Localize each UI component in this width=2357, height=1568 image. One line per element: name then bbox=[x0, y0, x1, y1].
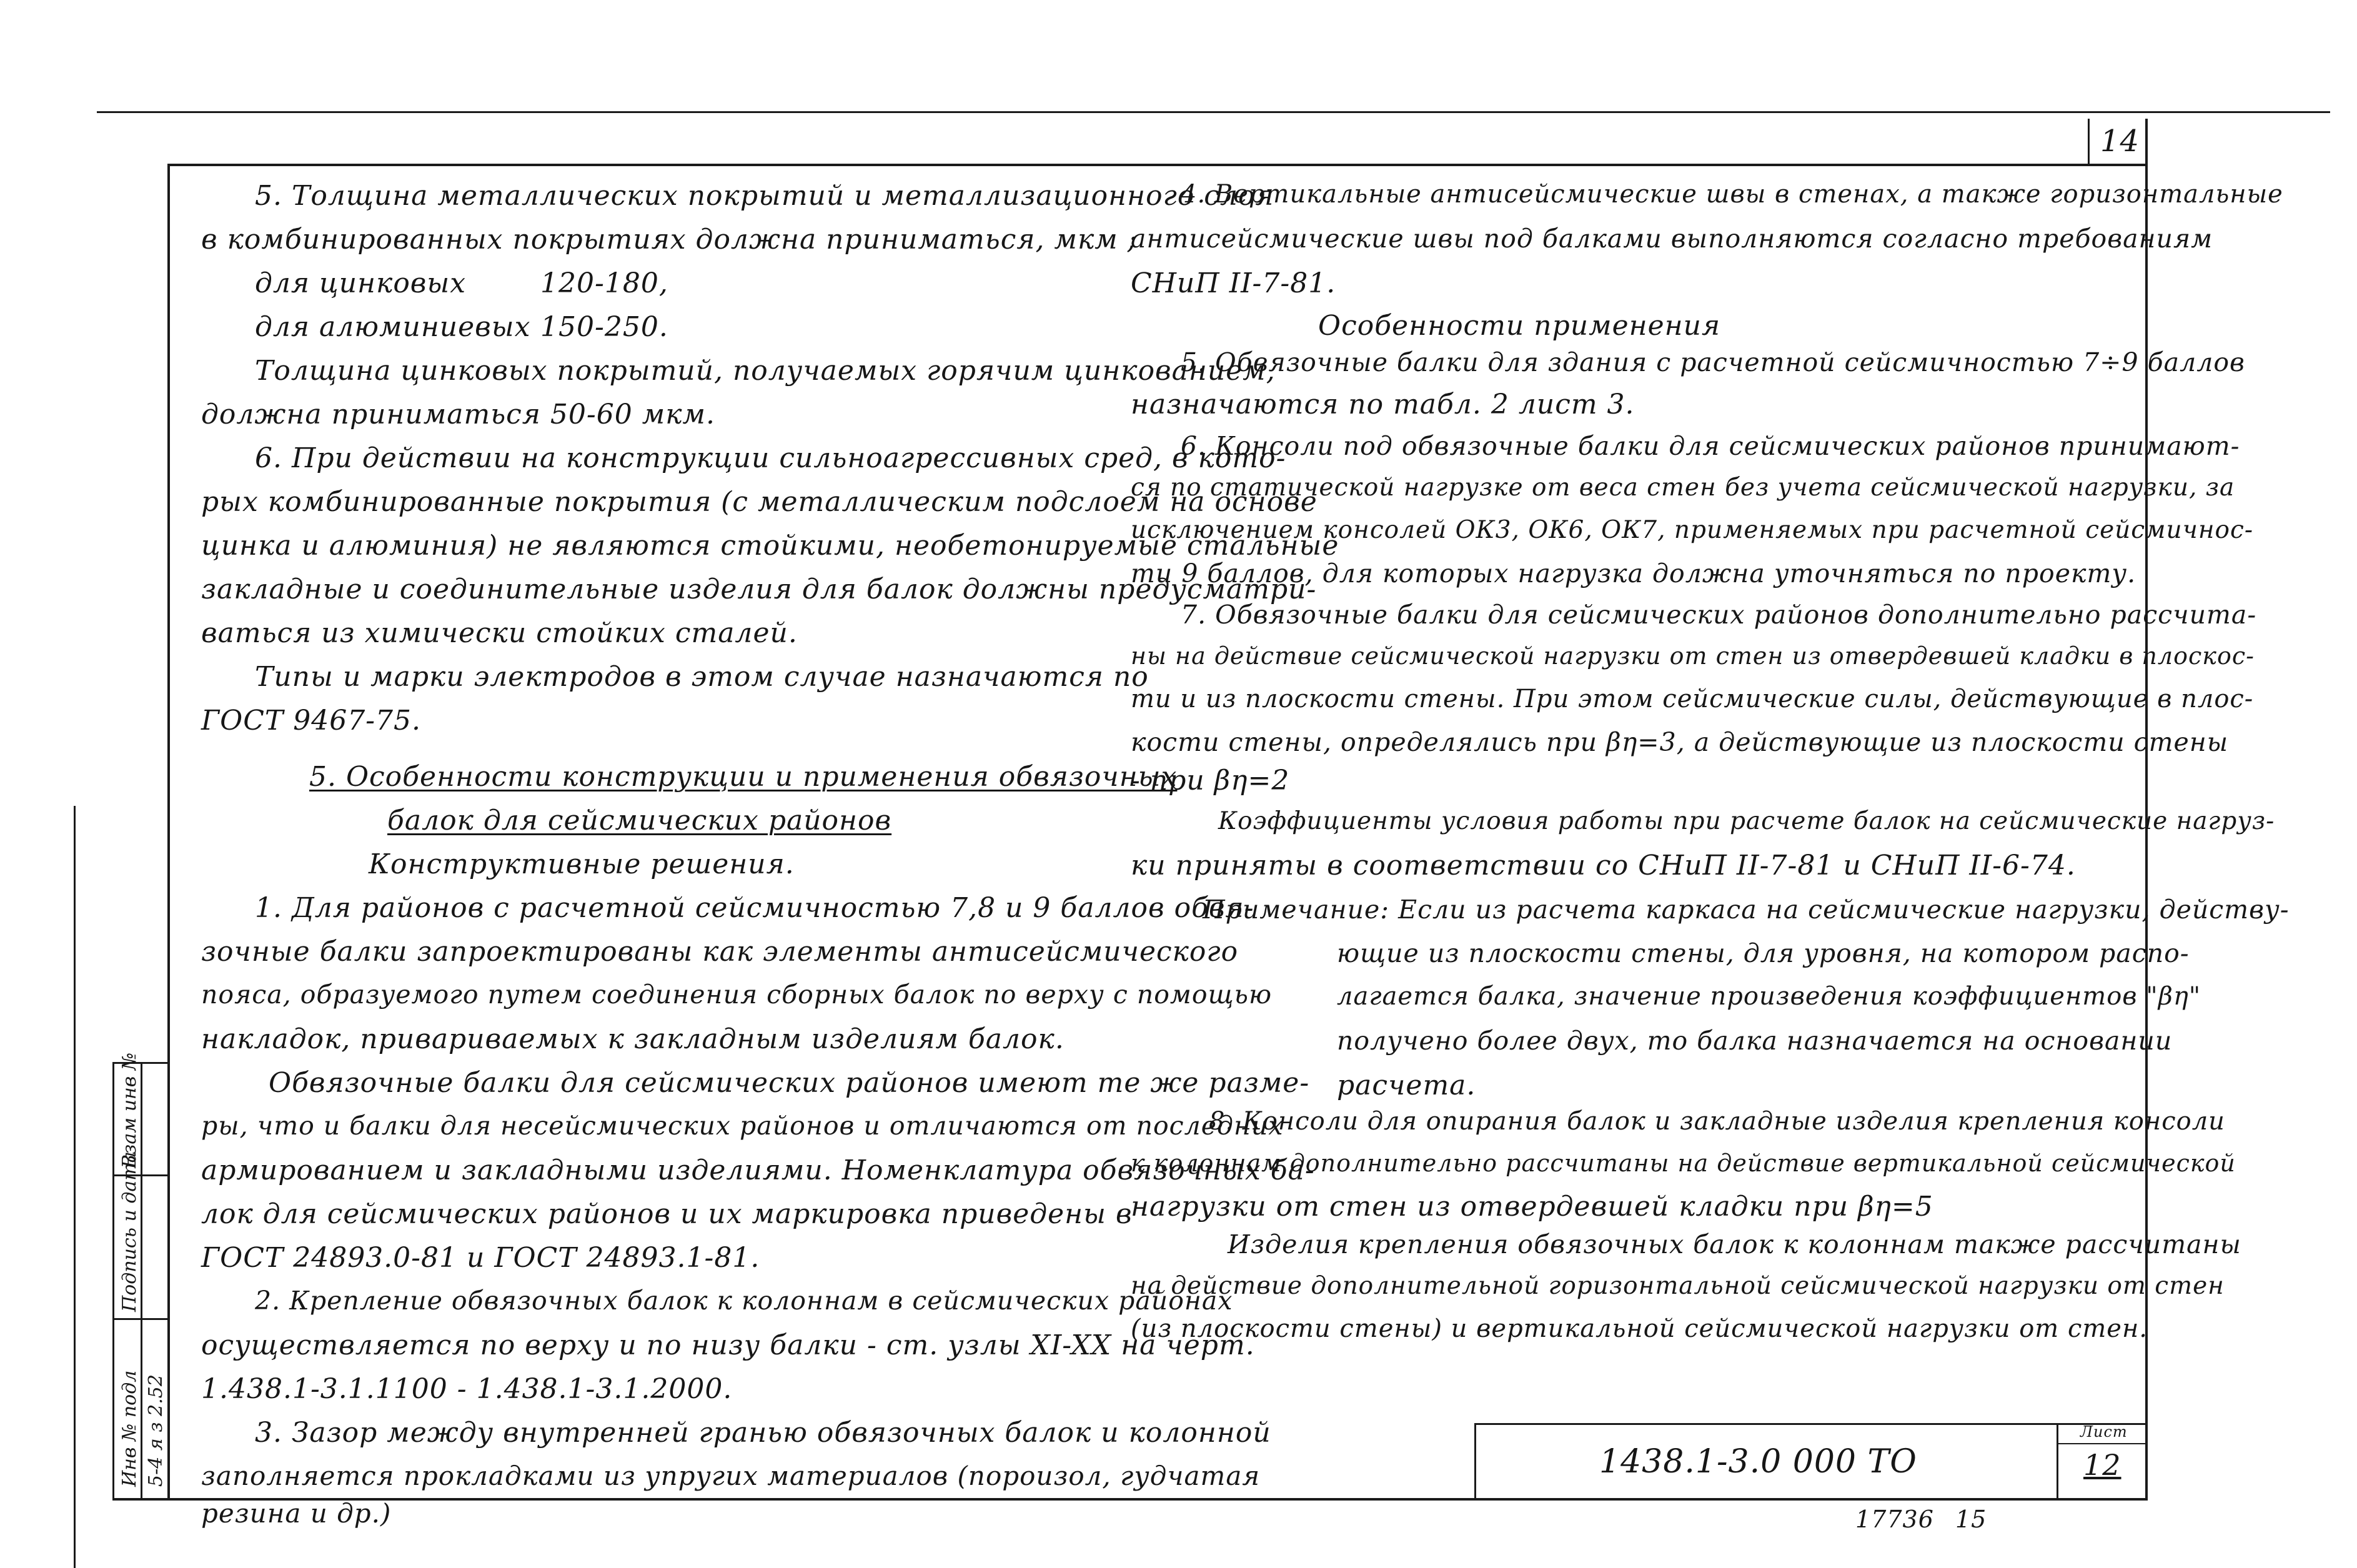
text-line: 150-250. bbox=[540, 311, 668, 343]
stamp-strip-left bbox=[112, 1062, 114, 1499]
sheet-label: Лист bbox=[2080, 1423, 2128, 1441]
text-line: СНиП II-7-81. bbox=[1131, 267, 1336, 299]
outer-left-trim bbox=[74, 806, 76, 1568]
text-line: антисейсмические швы под балками выполняются согласно требованиям bbox=[1131, 224, 2213, 254]
text-line: цинка и алюминия) не являются стойкими, необетонируемые стальные bbox=[201, 530, 1339, 562]
text-line: ГОСТ 24893.0-81 и ГОСТ 24893.1-81. bbox=[201, 1242, 760, 1274]
text-line: осуществляется по верху и по низу балки - ст. узлы XI-XX на черт. bbox=[201, 1329, 1255, 1361]
text-line: рых комбинированные покрытия (с металлическим подслоем на основе bbox=[201, 486, 1317, 518]
note-line: расчета. bbox=[1337, 1069, 1476, 1101]
text-line: 1.438.1-3.1.1100 - 1.438.1-3.1.2000. bbox=[201, 1373, 733, 1405]
text-line: 8. Консоли для опирания балок и закладные изделия крепления консоли bbox=[1209, 1107, 2225, 1136]
sheet-number: 14 bbox=[2100, 124, 2140, 159]
note-line: ющие из плоскости стены, для уровня, на котором распо- bbox=[1337, 938, 2190, 968]
text-line: 2. Крепление обвязочных балок к колоннам в сейсмических районах bbox=[255, 1286, 1233, 1316]
text-line: ны на действие сейсмической нагрузки от стен из отвердевшей кладки в плоскос- bbox=[1131, 642, 2255, 670]
text-line: ти и из плоскости стены. При этом сейсмические силы, действующие в плос- bbox=[1131, 685, 2254, 713]
text-line: - при βη=2 bbox=[1131, 765, 1290, 796]
stamp-strip-mid bbox=[141, 1062, 142, 1499]
frame-left-border bbox=[167, 164, 170, 1501]
text-line: лок для сейсмических районов и их маркировка приведены в bbox=[201, 1198, 1133, 1230]
text-line: резина и др.) bbox=[201, 1498, 392, 1529]
text-line: ти 9 баллов, для которых нагрузка должна уточняться по проекту. bbox=[1131, 558, 2136, 588]
title-block-divider bbox=[2057, 1423, 2058, 1501]
text-line: к колоннам дополнительно рассчитаны на действие вертикальной сейсмической bbox=[1131, 1149, 2236, 1177]
text-line: 3. Зазор между внутренней гранью обвязочных балок и колонной bbox=[255, 1417, 1271, 1449]
text-line: исключением консолей ОК3, ОК6, ОК7, применяемых при расчетной сейсмичнос- bbox=[1131, 516, 2254, 544]
text-line: заполняется прокладками из упругих материалов (пороизол, гудчатая bbox=[201, 1461, 1261, 1491]
text-line: 7. Обвязочные балки для сейсмических районов дополнительно рассчита- bbox=[1181, 600, 2257, 630]
text-line: на действие дополнительной горизонтальной сейсмической нагрузки от стен bbox=[1131, 1272, 2225, 1300]
text-line: ры, что и балки для несейсмических районов и отличаются от последних bbox=[201, 1111, 1284, 1141]
text-line: 5. Толщина металлических покрытий и металлизационного слоя bbox=[255, 180, 1274, 212]
text-line: 4. Вертикальные антисейсмические швы в стенах, а также горизонтальные bbox=[1181, 180, 2283, 209]
text-line: закладные и соединительные изделия для балок должны предусматри- bbox=[201, 573, 1317, 605]
page-number: 12 bbox=[2083, 1448, 2121, 1482]
text-line: накладок, привариваемых к закладным изделиям балок. bbox=[201, 1023, 1064, 1055]
text-line: в комбинированных покрытиях должна приниматься, мкм ; bbox=[201, 224, 1138, 256]
subsection-title: Особенности применения bbox=[1318, 310, 1721, 342]
note-line: лагается балка, значение произведения коэффициентов "βη" bbox=[1337, 982, 2201, 1011]
text-line: нагрузки от стен из отвердевшей кладки при βη=5 bbox=[1131, 1191, 1933, 1223]
text-line: 5. Обвязочные балки для здания с расчетной сейсмичностью 7÷9 баллов bbox=[1181, 347, 2245, 377]
text-line: ваться из химически стойких сталей. bbox=[201, 617, 798, 649]
note-line: Примечание: Если из расчета каркаса на сейсмические нагрузки, действу- bbox=[1203, 895, 2290, 925]
sheet-number-cell-left bbox=[2088, 119, 2090, 164]
stamp-cell-signature: Подпись и дата bbox=[119, 1151, 141, 1312]
text-line: пояса, образуемого путем соединения сборных балок по верху с помощью bbox=[201, 980, 1273, 1010]
archive-page: 15 bbox=[1955, 1506, 1987, 1533]
stamp-cell-replacement: Взам инв № bbox=[119, 1052, 141, 1168]
title-block-left bbox=[1474, 1423, 1476, 1501]
top-trim-line bbox=[97, 111, 2330, 113]
title-block-sheet-divider bbox=[2057, 1443, 2148, 1444]
text-line: назначаются по табл. 2 лист 3. bbox=[1131, 389, 1635, 420]
subsection-title: Конструктивные решения. bbox=[369, 848, 795, 880]
text-line: ки приняты в соответствии со СНиП II-7-81 и СНиП II-6-74. bbox=[1131, 850, 2076, 881]
text-line: Коэффициенты условия работы при расчете балок на сейсмические нагруз- bbox=[1218, 807, 2275, 835]
text-line: должна приниматься 50-60 мкм. bbox=[201, 399, 715, 430]
text-line: Типы и марки электродов в этом случае назначаются по bbox=[255, 661, 1149, 693]
section-heading-cont: балок для сейсмических районов bbox=[387, 805, 892, 836]
text-line: Изделия крепления обвязочных балок к колоннам также рассчитаны bbox=[1228, 1229, 2241, 1259]
text-line: 6. Консоли под обвязочные балки для сейсмических районов принимают- bbox=[1181, 431, 2240, 461]
text-line: 6. При действии на конструкции сильноагрессивных сред, в кото- bbox=[255, 442, 1286, 474]
frame-top-border bbox=[167, 164, 2148, 166]
text-line: 120-180, bbox=[540, 267, 668, 299]
note-line: получено более двух, то балка назначается на основании bbox=[1337, 1026, 2173, 1056]
stamp-values: 5-4 я з 2.52 bbox=[145, 1374, 167, 1487]
stamp-divider-2 bbox=[112, 1318, 169, 1320]
section-heading: 5. Особенности конструкции и применения обвязочных bbox=[309, 761, 1178, 793]
text-line: 1. Для районов с расчетной сейсмичностью 7,8 и 9 баллов обвя- bbox=[255, 892, 1254, 924]
text-line: ГОСТ 9467-75. bbox=[201, 705, 422, 737]
text-line: для алюминиевых bbox=[255, 311, 531, 343]
text-line: зочные балки запроектированы как элементы антисейсмического bbox=[201, 936, 1239, 968]
text-line: Обвязочные балки для сейсмических районов имеют те же разме- bbox=[269, 1067, 1310, 1099]
text-line: ся по статической нагрузке от веса стен без учета сейсмической нагрузки, за bbox=[1131, 474, 2235, 502]
text-line: кости стены, определялись при βη=3, а действующие из плоскости стены bbox=[1131, 727, 2229, 757]
text-line: для цинковых bbox=[255, 267, 467, 299]
title-block-top bbox=[1474, 1423, 2148, 1425]
frame-bottom-border bbox=[112, 1498, 2148, 1501]
text-line: армированием и закладными изделиями. Номенклатура обвязочных ба- bbox=[201, 1154, 1315, 1186]
archive-number: 17736 bbox=[1855, 1506, 1934, 1533]
stamp-cell-inventory: Инв № подл bbox=[119, 1370, 141, 1487]
text-line: Толщина цинковых покрытий, получаемых горячим цинкованием, bbox=[255, 355, 1276, 387]
document-code: 1438.1-3.0 000 ТО bbox=[1599, 1443, 1917, 1481]
text-line: (из плоскости стены) и вертикальной сейсмической нагрузки от стен. bbox=[1131, 1314, 2148, 1343]
